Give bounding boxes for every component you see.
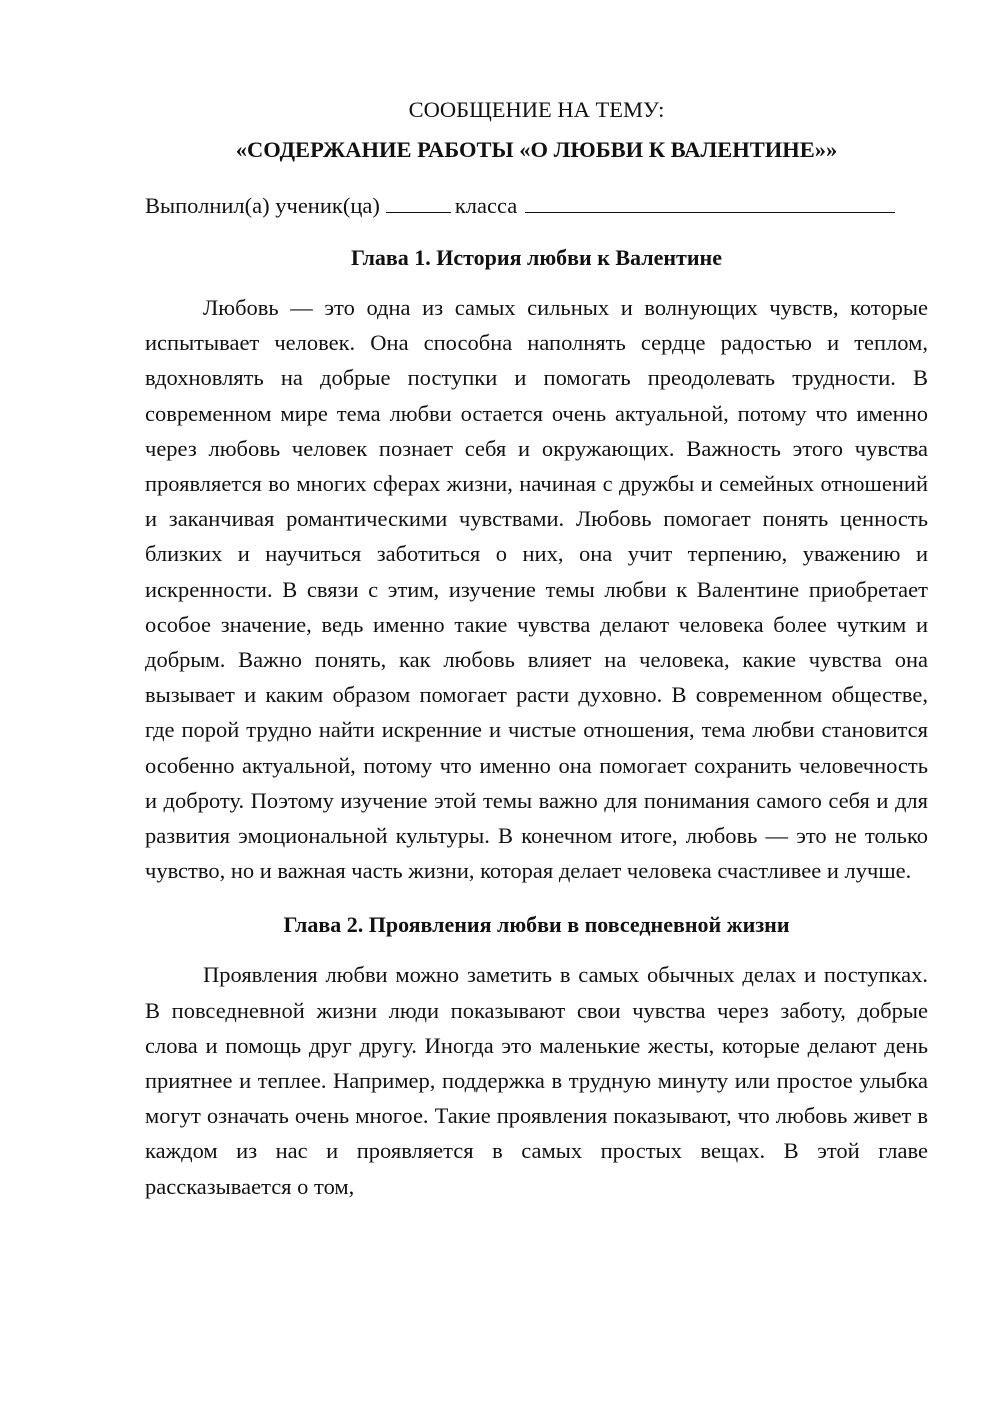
- chapter-2-text: Проявления любви можно заметить в самых обычных делах и поступках. В повседневной жизни люди показывают свои чувства через заботу, добрые слова и помощь друг другу. Иногда это маленькие жесты, которые делают день приятнее и теплее. Например, поддержка в трудную минуту или простое улыбка могут означать очень многое. Такие проявления показывают, что любовь живет в каждом из нас и проявляется в самых простых вещах. В этой главе рассказывается о том,: [145, 962, 928, 1199]
- document-title-topic: СООБЩЕНИЕ НА ТЕМУ:: [408, 97, 665, 122]
- document-page: [145, 90, 928, 1204]
- author-label: Выполнил(а) ученик(ца): [145, 193, 380, 218]
- name-blank: [525, 190, 895, 213]
- chapter-1-text: Любовь — это одна из самых сильных и волнующих чувств, которые испытывает человек. Она способна наполнять сердце радостью и теплом, вдохновлять на добрые поступки и помогать преодолевать трудности. В современном мире тема любви остается очень актуальной, потому что именно через любовь человек познает себя и окружающих. Важность этого чувства проявляется во многих сферах жизни, начиная с дружбы и семейных отношений и заканчивая романтическими чувствами. Любовь помогает понять ценность близких и научиться заботиться о них, она учит терпению, уважению и искренности. В связи с этим, изучение темы любви к Валентине приобретает особое значение, ведь именно такие чувства делают человека более чутким и добрым. Важно понять, как любовь влияет на человека, какие чувства она вызывает и каким образом помогает расти духовно. В современном обществе, где порой трудно найти искренние и чистые отношения, тема любви становится особенно актуальной, потому что именно она помогает сохранить человечность и доброту. Поэтому изучение этой темы важно для понимания самого себя и для развития эмоциональной культуры. В конечном итоге, любовь — это не только чувство, но и важная часть жизни, которая делает человека счастливее и лучше.: [145, 295, 928, 884]
- author-line: [145, 186, 928, 226]
- chapter-2-heading: Глава 2. Проявления любви в повседневной жизни: [283, 912, 790, 938]
- chapter-1-heading: Глава 1. История любви к Валентине: [351, 245, 722, 270]
- class-label: класса: [454, 193, 518, 218]
- document-title: «СОДЕРЖАНИЕ РАБОТЫ «О ЛЮБВИ К ВАЛЕНТИНЕ»»: [235, 137, 838, 162]
- grade-blank: [386, 190, 451, 213]
